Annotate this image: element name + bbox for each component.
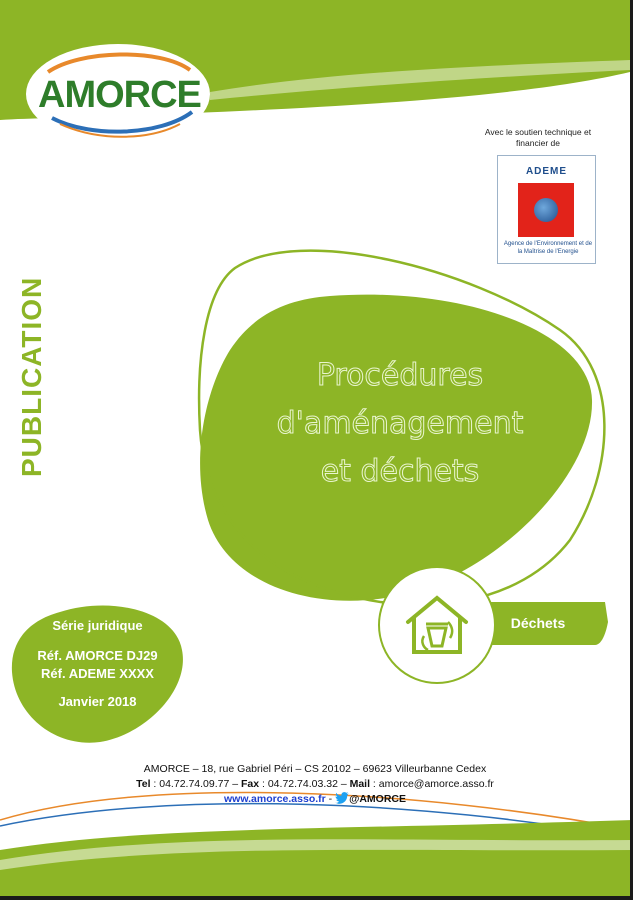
ademe-logo-square (518, 183, 574, 237)
footer-phone-line (80, 777, 550, 792)
ademe-logo-title: ADEME (525, 166, 568, 177)
twitter-icon[interactable] (335, 792, 349, 804)
document-title (230, 352, 570, 496)
amorce-logo: AMORCE (38, 74, 201, 116)
twitter-handle[interactable]: @AMORCE (349, 793, 406, 805)
support-text: Avec le soutien technique et financier de (484, 127, 592, 148)
publication-date: Janvier 2018 (58, 694, 137, 709)
footer-address: AMORCE – 18, rue Gabriel Péri – CS 20102 – 69623 Villeurbanne Cedex (143, 763, 487, 775)
footer-contact (80, 762, 550, 807)
fax-value: : 04.72.74.03.32 – (259, 778, 350, 790)
footer-web-line (80, 792, 550, 807)
publication-side-label: PUBLICATION (16, 276, 47, 477)
mail-value[interactable]: : amorce@amorce.asso.fr (370, 778, 494, 790)
serie-label: Série juridique (52, 618, 143, 633)
ademe-logo (497, 155, 596, 264)
fax-label: Fax (241, 778, 260, 790)
ref-ademe: Réf. ADEME XXXX (41, 666, 154, 681)
house-recycling-bin-icon (400, 590, 474, 660)
mail-label: Mail (349, 778, 371, 790)
web-separator: - (325, 793, 336, 805)
tel-label: Tel (136, 778, 151, 790)
frame-bottom-border (0, 896, 633, 900)
title-line-2: d'aménagement (276, 406, 524, 441)
ref-amorce: Réf. AMORCE DJ29 (37, 648, 158, 663)
website-link[interactable]: www.amorce.asso.fr (224, 793, 326, 805)
category-label: Déchets (510, 615, 566, 631)
ademe-logo-subtitle: Agence de l'Environnement et de la Maîtrise de l'Energie (503, 241, 593, 255)
title-line-3: et déchets (320, 454, 480, 489)
globe-icon (534, 198, 558, 222)
tel-value: : 04.72.74.09.77 – (150, 778, 241, 790)
title-line-1: Procédures (316, 358, 484, 393)
